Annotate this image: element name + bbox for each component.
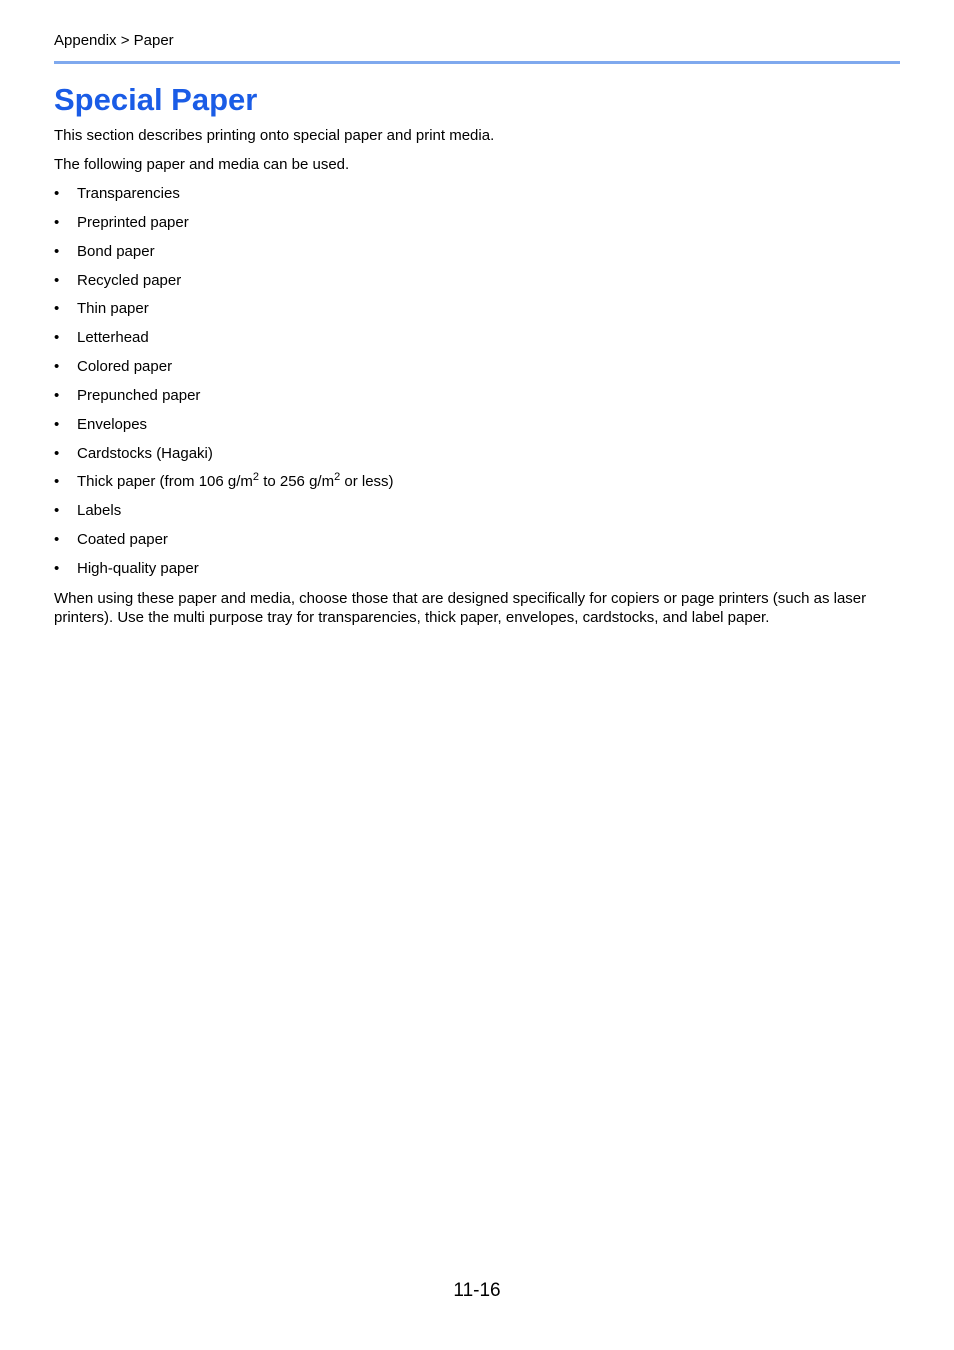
list-item — [54, 214, 394, 243]
breadcrumb: Appendix > Paper — [54, 32, 174, 49]
list-item — [54, 531, 394, 560]
bullet: • — [54, 559, 60, 577]
list-item — [54, 272, 394, 301]
list-item-label: Cardstocks (Hagaki) — [77, 444, 213, 462]
list-item — [54, 387, 394, 416]
bullet: • — [54, 473, 60, 491]
list-item-label: Letterhead — [77, 329, 149, 347]
page-number: 11-16 — [453, 1280, 501, 1301]
intro-paragraph: This section describes printing onto special paper and print media. — [54, 127, 495, 144]
list-item-label: Transparencies — [77, 185, 180, 202]
list-item-label: High-quality paper — [77, 559, 199, 577]
list-item-label: Bond paper — [77, 242, 155, 260]
list-item-thick-paper — [54, 473, 394, 502]
document-page — [54, 0, 900, 1350]
superscript: 2 — [252, 471, 260, 484]
list-item — [54, 445, 394, 474]
list-item — [54, 416, 394, 445]
list-item-label: Coated paper — [77, 531, 168, 549]
bullet: • — [54, 531, 60, 549]
header-rule — [54, 61, 900, 64]
thick-paper-text: to 256 g/m — [259, 473, 335, 491]
list-item — [54, 300, 394, 329]
list-item — [54, 502, 394, 531]
thick-paper-text: or less) — [340, 473, 394, 491]
bullet: • — [54, 386, 60, 404]
intro-paragraph: The following paper and media can be used. — [54, 156, 350, 173]
bullet: • — [54, 415, 60, 433]
superscript: 2 — [334, 471, 341, 484]
bullet: • — [54, 329, 60, 347]
bullet: • — [54, 213, 60, 231]
list-item — [54, 560, 394, 589]
media-list — [54, 185, 394, 589]
bullet: • — [54, 502, 60, 520]
list-item-label: Prepunched paper — [77, 386, 201, 404]
bullet: • — [54, 185, 60, 202]
thick-paper-text: Thick paper (from 106 g/m — [77, 473, 253, 491]
list-item-label: Colored paper — [77, 358, 173, 376]
bullet: • — [54, 300, 60, 318]
list-item-label: Labels — [77, 502, 122, 520]
list-item — [54, 358, 394, 387]
bullet: • — [54, 444, 60, 462]
list-item-label: Envelopes — [77, 415, 148, 433]
bullet: • — [54, 271, 60, 289]
list-item-label: Thin paper — [77, 300, 149, 318]
list-item-label: Recycled paper — [77, 271, 182, 289]
bullet: • — [54, 358, 60, 376]
list-item-label: Preprinted paper — [77, 213, 189, 231]
list-item — [54, 243, 394, 272]
list-item — [54, 185, 394, 214]
page-title: Special Paper — [54, 82, 258, 117]
note-paragraph: When using these paper and media, choose those that are designed specifically for copiers or page printers (such as laser printers). Use the multi purpose tray for transparencies, thick paper, envelopes, cardstocks, and label paper. — [54, 590, 867, 626]
list-item — [54, 329, 394, 358]
bullet: • — [54, 242, 60, 260]
